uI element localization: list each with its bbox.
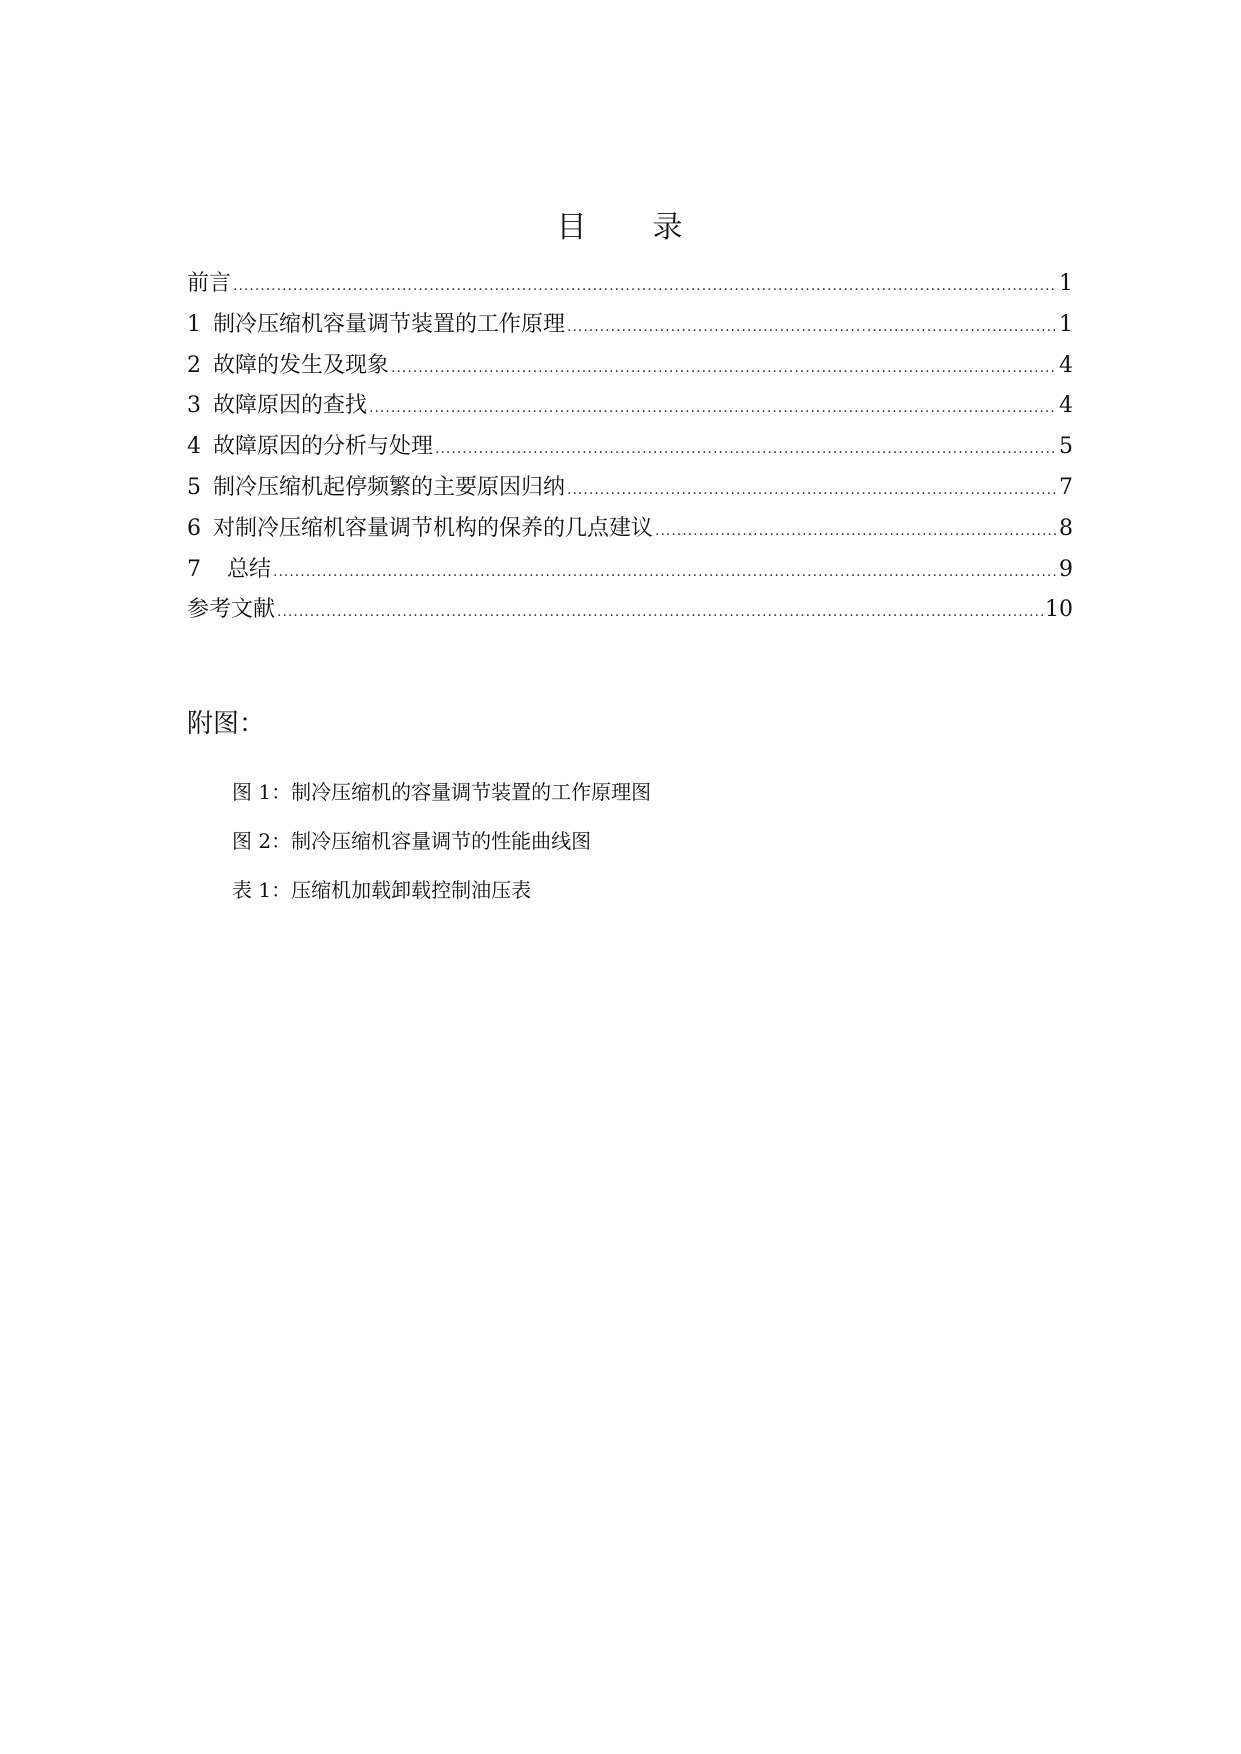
toc-entry-page: 5 bbox=[1059, 434, 1073, 460]
toc-entry[interactable] bbox=[187, 509, 1073, 550]
toc-entry-number: 3 bbox=[187, 393, 201, 419]
toc-entry-number: 6 bbox=[187, 515, 201, 541]
toc-leader-dots bbox=[369, 388, 1057, 429]
toc-entry-label: 故障原因的分析与处理 bbox=[213, 434, 434, 460]
toc-entry-page: 1 bbox=[1059, 271, 1073, 296]
toc-leader-dots bbox=[567, 470, 1057, 511]
toc-entry-label: 前言 bbox=[187, 271, 232, 296]
toc-entry-label: 参考文献 bbox=[187, 597, 276, 623]
toc-entry-page: 4 bbox=[1059, 393, 1073, 419]
toc-leader-dots bbox=[273, 552, 1057, 593]
toc-entry-label: 总结 bbox=[213, 556, 271, 582]
appendix-item: 表 1：压缩机加载卸载控制油压表 bbox=[232, 878, 532, 902]
toc-entry[interactable] bbox=[187, 305, 1073, 346]
appendix-heading: 附图： bbox=[187, 709, 266, 739]
toc-entry[interactable] bbox=[187, 468, 1073, 509]
toc-entry-number: 2 bbox=[187, 352, 201, 378]
table-of-contents bbox=[187, 264, 1073, 631]
toc-entry-label: 对制冷压缩机容量调节机构的保养的几点建议 bbox=[213, 515, 654, 541]
toc-entry-label: 故障原因的查找 bbox=[213, 393, 368, 419]
appendix-list bbox=[232, 768, 651, 915]
toc-entry-label: 制冷压缩机容量调节装置的工作原理 bbox=[213, 311, 566, 337]
toc-entry-number: 7 bbox=[187, 556, 201, 582]
appendix-item: 图 1：制冷压缩机的容量调节装置的工作原理图 bbox=[232, 780, 652, 804]
toc-entry-page: 9 bbox=[1059, 556, 1073, 582]
toc-entry[interactable] bbox=[187, 264, 1073, 305]
toc-entry-number: 1 bbox=[187, 311, 201, 337]
toc-leader-dots bbox=[435, 429, 1057, 470]
toc-leader-dots bbox=[655, 511, 1057, 552]
toc-entry-number: 4 bbox=[187, 434, 201, 460]
toc-leader-dots bbox=[277, 592, 1043, 633]
appendix-item: 图 2：制冷压缩机容量调节的性能曲线图 bbox=[232, 829, 592, 853]
toc-entry-page: 7 bbox=[1059, 474, 1073, 500]
toc-leader-dots bbox=[567, 307, 1057, 348]
toc-entry-number: 5 bbox=[187, 474, 201, 500]
toc-title: 目 录 bbox=[556, 210, 685, 245]
toc-entry-page: 8 bbox=[1059, 515, 1073, 541]
toc-entry-page: 1 bbox=[1059, 311, 1073, 337]
toc-entry-page: 4 bbox=[1059, 352, 1073, 378]
toc-entry-page: 10 bbox=[1045, 597, 1073, 623]
toc-leader-dots bbox=[391, 348, 1057, 389]
toc-leader-dots bbox=[233, 266, 1057, 307]
toc-entry[interactable] bbox=[187, 590, 1073, 631]
toc-entry[interactable] bbox=[187, 346, 1073, 387]
toc-entry[interactable] bbox=[187, 550, 1073, 591]
toc-entry-label: 故障的发生及现象 bbox=[213, 352, 390, 378]
toc-entry-label: 制冷压缩机起停频繁的主要原因归纳 bbox=[213, 474, 566, 500]
toc-entry[interactable] bbox=[187, 386, 1073, 427]
toc-entry[interactable] bbox=[187, 427, 1073, 468]
